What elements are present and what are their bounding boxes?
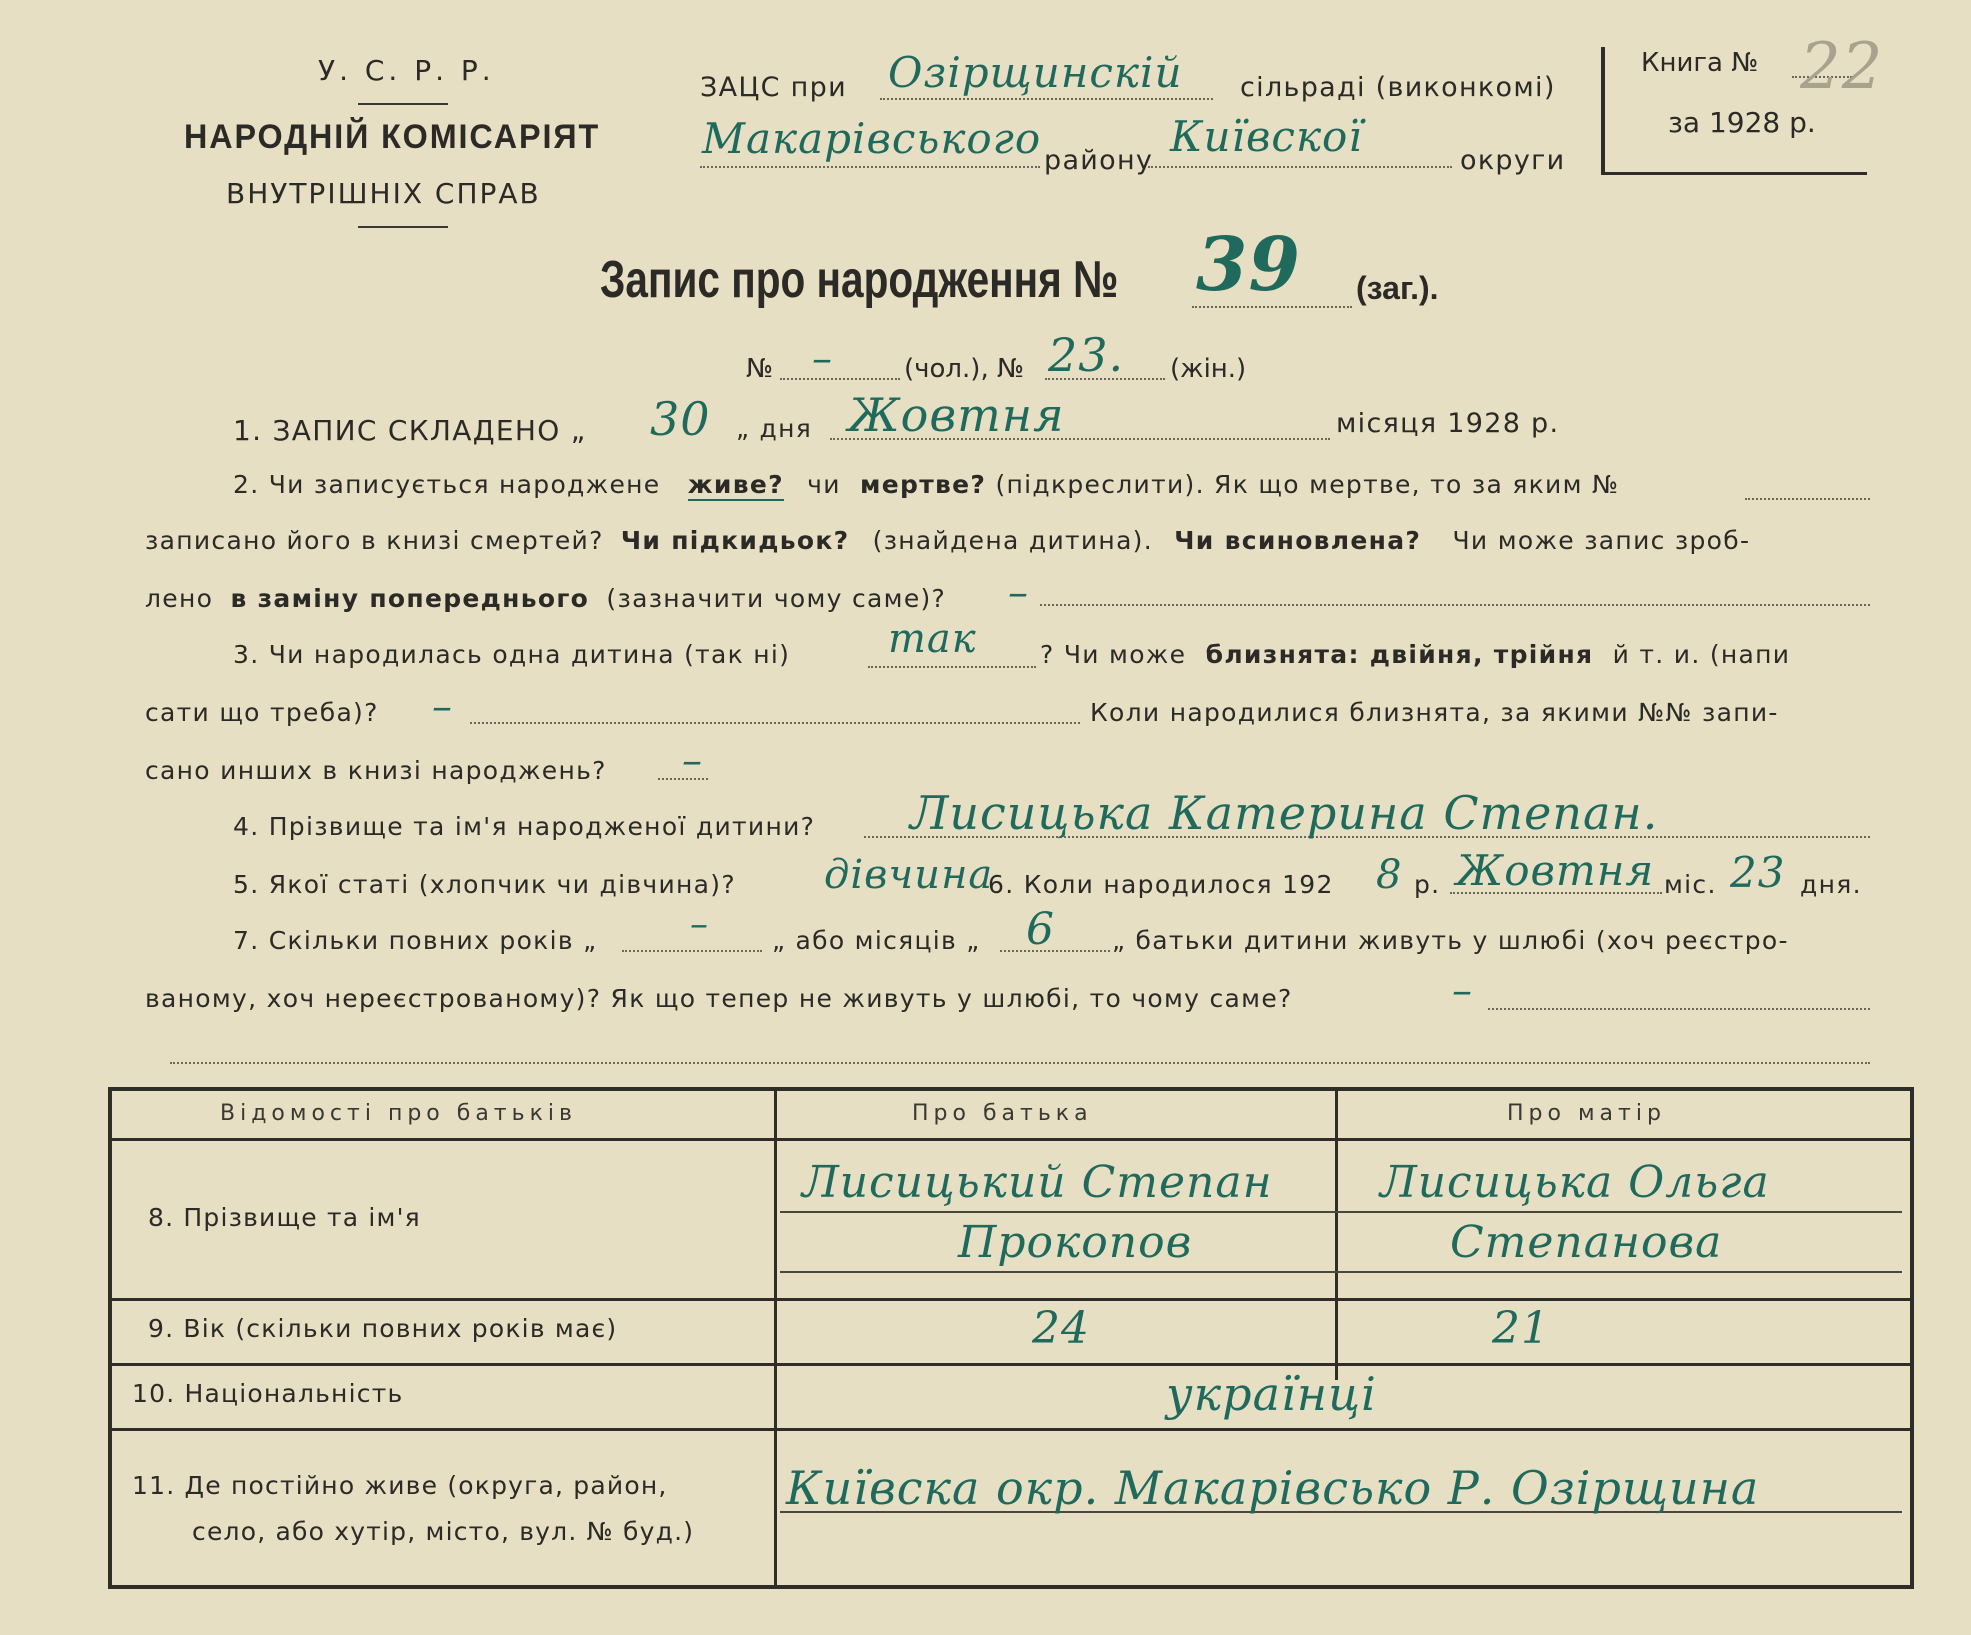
q2-line2 — [145, 526, 1750, 555]
district-value: Макарівського — [702, 114, 1042, 163]
q7-extra-line — [170, 1040, 1870, 1064]
table-row-divider-2 — [112, 1363, 1910, 1366]
father-age: 24 — [1032, 1303, 1090, 1354]
q3-text-c: й т. и. (напи — [1612, 640, 1791, 669]
q2-text-g: лено — [145, 584, 214, 613]
q1-month-label: місяця 1928 р. — [1336, 408, 1560, 439]
book-number-value: 22 — [1800, 30, 1884, 104]
q5-sex-value: дівчина — [824, 852, 994, 898]
q2-text-a: 2. Чи записується народжене — [233, 470, 661, 499]
record-number-value: 39 — [1196, 222, 1301, 308]
q7-reason-blank — [1488, 984, 1870, 1010]
okrug-label: округи — [1460, 145, 1566, 176]
sub-no: № — [746, 354, 774, 384]
zags-prefix: ЗАЦС при — [700, 72, 847, 103]
nationality-value: українці — [1166, 1367, 1377, 1421]
q1-day-label: „ дня — [736, 414, 813, 443]
q5-label: 5. Якої статі (хлопчик чи дівчина)? — [233, 870, 736, 899]
book-label: Книга № — [1641, 48, 1759, 78]
father-name-line1: Лисицький Степан — [802, 1157, 1273, 1208]
q7-months-blank — [1000, 920, 1110, 952]
q7-months-value: 6 — [1026, 904, 1055, 955]
q3-others-blank — [658, 756, 708, 780]
q6-year-value: 8 — [1376, 852, 1403, 898]
row-nationality-label: 10. Національність — [132, 1379, 404, 1408]
okrug-value: Київскої — [1170, 112, 1363, 161]
commissariat-title: НАРОДНІЙ КОМІСАРІЯТ — [184, 118, 601, 156]
district-label: району — [1044, 145, 1154, 176]
q2-foundling: Чи підкидьок? — [620, 526, 850, 555]
q7-label-a: 7. Скільки повних років „ — [233, 926, 598, 955]
q6-month-value: Жовтня — [1456, 846, 1655, 895]
q2-text-h: (зазначити чому саме)? — [606, 584, 947, 613]
male-label: (чол.), № — [904, 354, 1025, 384]
q1-month-value: Жовтня — [848, 388, 1065, 442]
q2-death-number-blank — [1745, 474, 1870, 500]
q3-twins-value: – — [432, 684, 453, 730]
table-row-divider-1 — [112, 1298, 1910, 1301]
table-header-divider — [112, 1138, 1910, 1141]
q3-line2b: Коли народилися близнята, за якими №№ запи- — [1090, 698, 1779, 727]
q1-label: 1. ЗАПИС СКЛАДЕНО „ — [233, 414, 587, 447]
row-name-label: 8. Прізвище та ім'я — [148, 1203, 421, 1232]
record-number-suffix: (заг.). — [1356, 270, 1439, 306]
internal-affairs: ВНУТРІШНІХ СПРАВ — [226, 177, 541, 210]
q6-month-label: міс. — [1664, 870, 1717, 899]
q2-dead: мертве? — [860, 470, 987, 499]
village-council-value: Озірщинскій — [888, 48, 1183, 97]
q2-line1 — [233, 470, 1619, 499]
mother-name-line1: Лисицька Ольга — [1380, 1157, 1770, 1208]
parents-table — [108, 1087, 1914, 1589]
q2-text-f: Чи може запис зроб- — [1452, 526, 1751, 555]
table-col-divider-1 — [774, 1091, 777, 1585]
q2-text-d: записано його в книзі смертей? — [145, 526, 604, 555]
record-title: Запис про народження № — [600, 251, 1119, 309]
q7-years-value: – — [690, 904, 709, 945]
table-row-divider-3 — [112, 1428, 1910, 1431]
q3-single-value: так — [888, 616, 977, 662]
q3-twins: близнята: двійня, трійня — [1205, 640, 1594, 669]
q4-label: 4. Прізвище та ім'я народженої дитини? — [233, 812, 816, 841]
name-row-guide-2 — [780, 1271, 1902, 1273]
father-name-line2: Прокопов — [958, 1217, 1193, 1268]
q7-label-b: „ або місяців „ — [772, 926, 981, 955]
female-label: (жін.) — [1170, 354, 1247, 384]
row-address-label-2: село, або хутір, місто, вул. № буд.) — [192, 1517, 695, 1546]
q3-text-b: ? Чи може — [1040, 640, 1187, 669]
q6-year-suffix: р. — [1414, 870, 1441, 899]
address-value: Київска окр. Макарівсько Р. Озірщина — [786, 1461, 1760, 1515]
divider-top — [358, 103, 448, 105]
q4-name-value: Лисицька Катерина Степан. — [910, 786, 1659, 840]
q6-label: 6. Коли народилося 192 — [988, 870, 1334, 899]
q6-day-label: дня. — [1800, 870, 1862, 899]
q2-answer-blank — [1040, 584, 1870, 606]
row-address-label-1: 11. Де постійно живе (округа, район, — [132, 1471, 668, 1500]
q7-line2: ваному, хоч нереєстрованому)? Як що тепер не живуть у шлюбі, то чому саме? — [145, 984, 1293, 1013]
table-head-mother: Про матір — [1507, 1101, 1666, 1126]
mother-name-line2: Степанова — [1450, 1217, 1723, 1268]
q7-label-c: „ батьки дитини живуть у шлюбі (хоч реєстро- — [1112, 926, 1789, 955]
q3-line2a: сати що треба)? — [145, 698, 379, 727]
row-age-label: 9. Вік (скільки повних років має) — [148, 1314, 618, 1343]
q2-alive: живе? — [687, 470, 784, 499]
q3-line1a: 3. Чи народилась одна дитина (так ні) — [233, 640, 791, 669]
name-row-guide — [780, 1211, 1902, 1213]
q3-line3a: сано инших в книзі народжень? — [145, 756, 607, 785]
q2-answer-value: – — [1008, 570, 1029, 616]
q2-text-e: (знайдена дитина). — [872, 526, 1153, 555]
q6-day-value: 23 — [1730, 848, 1786, 897]
q2-text-b: чи — [807, 470, 841, 499]
q3-twins-blank — [470, 700, 1080, 724]
village-council-suffix: сільраді (виконкомі) — [1240, 72, 1556, 103]
q2-replacement: в заміну попереднього — [230, 584, 590, 613]
female-number-value: 23. — [1048, 328, 1125, 382]
q3-line1b — [1040, 640, 1790, 669]
table-head-parents: Відомості про батьків — [220, 1101, 577, 1126]
q7-reason-value: – — [1452, 968, 1473, 1014]
q2-line3 — [145, 584, 946, 613]
q1-day-value: 30 — [650, 392, 711, 446]
book-year: за 1928 р. — [1668, 106, 1816, 139]
q2-text-c: (підкреслити). Як що мертве, то за яким № — [995, 470, 1620, 499]
male-number-blank — [780, 352, 900, 380]
table-col-divider-2 — [1335, 1091, 1338, 1380]
divider-bottom — [358, 226, 448, 228]
q3-others-value: – — [682, 738, 703, 784]
q2-adopted: Чи всиновлена? — [1174, 526, 1422, 555]
state-abbrev: У. С. Р. Р. — [318, 54, 495, 87]
mother-age: 21 — [1492, 1303, 1550, 1354]
male-number-value: – — [812, 336, 833, 382]
table-head-father: Про батька — [912, 1101, 1093, 1126]
